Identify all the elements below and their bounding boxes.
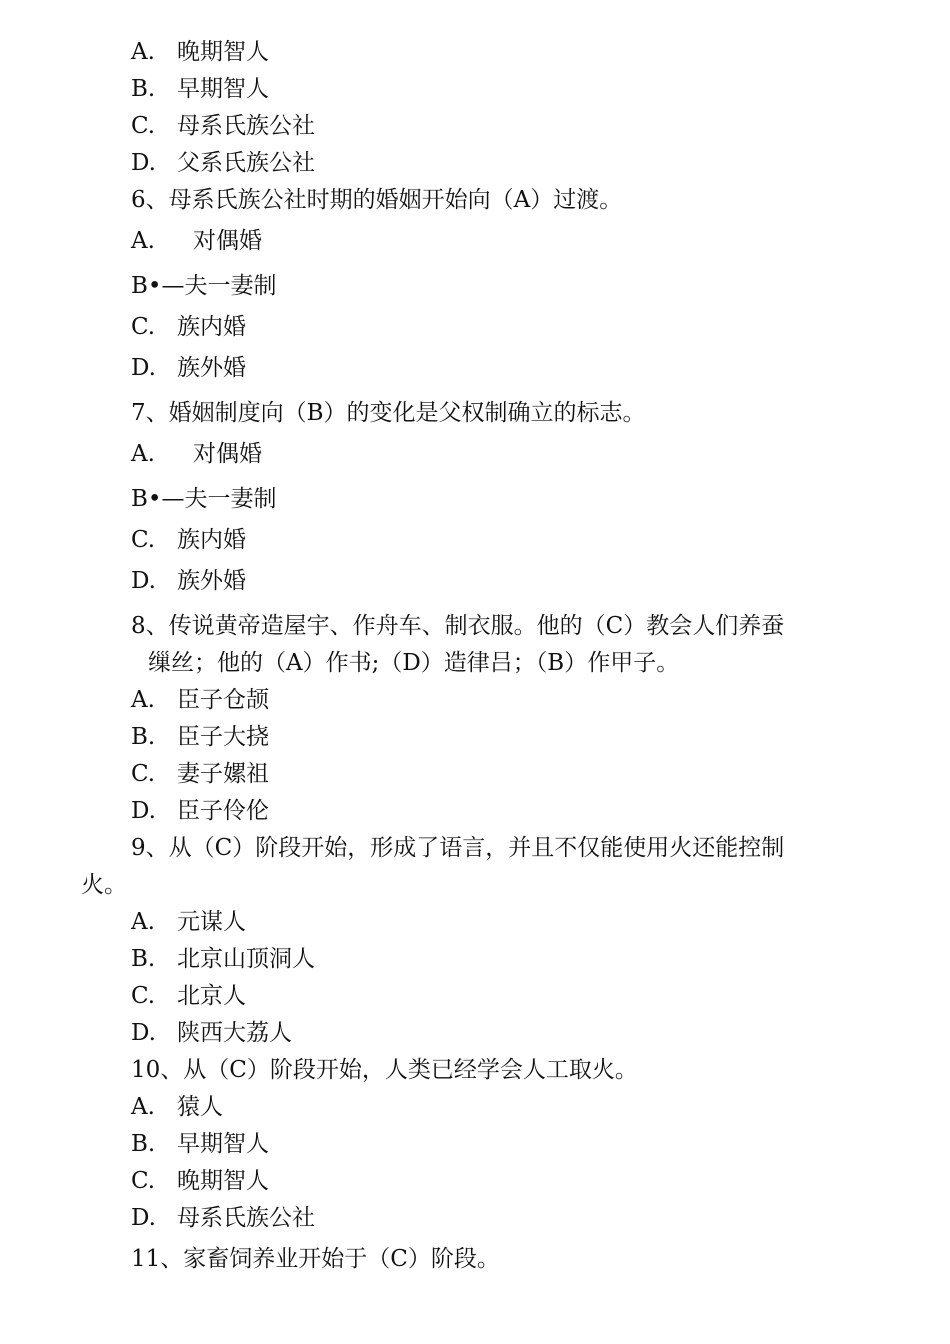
option-text: —夫一妻制 bbox=[161, 273, 277, 299]
option-label: B. bbox=[131, 76, 156, 102]
option-line bbox=[131, 525, 246, 555]
option-text: 早期智人 bbox=[177, 76, 269, 102]
option-line bbox=[131, 271, 276, 301]
option-text: 族外婚 bbox=[177, 568, 246, 594]
option-line bbox=[131, 37, 269, 67]
option-label: D. bbox=[131, 798, 156, 824]
option-line bbox=[131, 312, 246, 342]
option-line bbox=[131, 1203, 315, 1233]
option-line bbox=[131, 1129, 269, 1159]
question-9-line-2: 火。 bbox=[81, 872, 127, 898]
option-text: 陕西大荔人 bbox=[177, 1020, 292, 1046]
question-11: 11、家畜饲养业开始于（C）阶段。 bbox=[131, 1246, 500, 1272]
question-6: 6、母系氏族公社时期的婚姻开始向（A）过渡。 bbox=[131, 187, 623, 213]
option-line bbox=[131, 759, 269, 789]
option-label: D. bbox=[131, 355, 156, 381]
option-line bbox=[131, 907, 246, 937]
option-label: D. bbox=[131, 1205, 156, 1231]
option-text: 猿人 bbox=[177, 1094, 223, 1120]
option-label: D. bbox=[131, 150, 156, 176]
option-line bbox=[131, 566, 246, 596]
option-text: 北京人 bbox=[177, 983, 246, 1009]
option-line bbox=[131, 74, 269, 104]
option-label: C. bbox=[131, 314, 156, 340]
option-line bbox=[131, 148, 315, 178]
option-label: B• bbox=[131, 273, 162, 299]
option-line bbox=[131, 111, 315, 141]
option-label: A. bbox=[131, 441, 155, 467]
option-label: A. bbox=[131, 909, 155, 935]
option-line bbox=[131, 981, 246, 1011]
option-label: C. bbox=[131, 1168, 156, 1194]
option-text: 母系氏族公社 bbox=[177, 1205, 315, 1231]
option-label: A. bbox=[131, 687, 155, 713]
option-label: C. bbox=[131, 113, 156, 139]
option-text: 对偶婚 bbox=[193, 441, 262, 467]
option-line bbox=[131, 685, 269, 715]
option-line bbox=[131, 353, 246, 383]
question-8-line-1: 8、传说黄帝造屋宇、作舟车、制衣服。他的（C）教会人们养蚕 bbox=[131, 613, 785, 639]
question-7: 7、婚姻制度向（B）的变化是父权制确立的标志。 bbox=[131, 400, 646, 426]
question-10: 10、从（C）阶段开始，人类已经学会人工取火。 bbox=[131, 1057, 638, 1083]
option-line bbox=[131, 1018, 292, 1048]
option-line bbox=[131, 722, 269, 752]
option-line bbox=[131, 439, 262, 469]
question-8-line-2: 缫丝；他的（A）作书;（D）造律吕；（B）作甲子。 bbox=[148, 650, 680, 676]
option-label: C. bbox=[131, 761, 156, 787]
option-text: 族外婚 bbox=[177, 355, 246, 381]
option-text: 元谋人 bbox=[177, 909, 246, 935]
option-label: A. bbox=[131, 39, 155, 65]
option-label: B• bbox=[131, 486, 162, 512]
option-text: 臣子仓颉 bbox=[177, 687, 269, 713]
option-line bbox=[131, 484, 276, 514]
option-line bbox=[131, 1166, 269, 1196]
option-label: B. bbox=[131, 1131, 156, 1157]
option-text: 臣子伶伦 bbox=[177, 798, 269, 824]
option-text: —夫一妻制 bbox=[161, 486, 277, 512]
option-text: 族内婚 bbox=[177, 314, 246, 340]
option-line bbox=[131, 796, 269, 826]
option-line bbox=[131, 944, 315, 974]
option-label: A. bbox=[131, 228, 155, 254]
option-label: C. bbox=[131, 527, 156, 553]
option-text: 母系氏族公社 bbox=[177, 113, 315, 139]
question-9-line-1: 9、从（C）阶段开始，形成了语言，并且不仅能使用火还能控制 bbox=[131, 835, 785, 861]
option-label: D. bbox=[131, 1020, 156, 1046]
option-label: A. bbox=[131, 1094, 155, 1120]
option-line bbox=[131, 226, 262, 256]
option-text: 晚期智人 bbox=[177, 1168, 269, 1194]
option-label: B. bbox=[131, 946, 156, 972]
option-text: 早期智人 bbox=[177, 1131, 269, 1157]
option-text: 对偶婚 bbox=[193, 228, 262, 254]
option-text: 臣子大挠 bbox=[177, 724, 269, 750]
option-text: 族内婚 bbox=[177, 527, 246, 553]
option-text: 父系氏族公社 bbox=[177, 150, 315, 176]
option-label: B. bbox=[131, 724, 156, 750]
option-label: D. bbox=[131, 568, 156, 594]
option-text: 北京山顶洞人 bbox=[177, 946, 315, 972]
option-line bbox=[131, 1092, 223, 1122]
option-text: 妻子嫘祖 bbox=[177, 761, 269, 787]
option-label: C. bbox=[131, 983, 156, 1009]
option-text: 晚期智人 bbox=[177, 39, 269, 65]
